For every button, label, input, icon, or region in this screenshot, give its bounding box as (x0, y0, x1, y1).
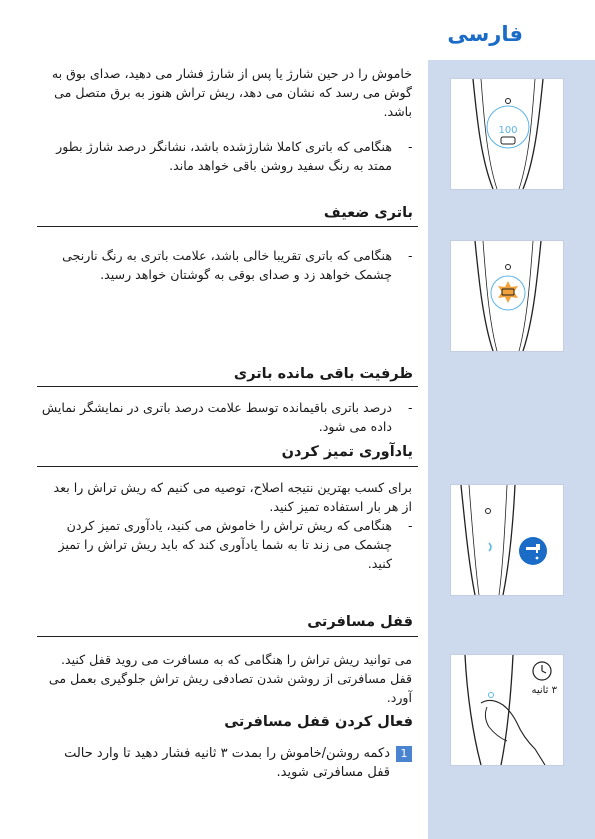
bullet-dash: - (408, 400, 413, 415)
illustration-low-battery (450, 240, 564, 352)
intro-paragraph: خاموش را در حین شارژ یا پس از شارژ فشار می دهید، صدای بوق به گوش می رسد که نشان می دهد، ریش تراش هنوز به برق متصل می باشد. (51, 66, 412, 119)
illustration-full-charge (450, 78, 564, 190)
bullet-dash: - (408, 248, 413, 263)
illustration-travel-lock (450, 654, 564, 766)
section-divider (37, 636, 418, 637)
low-battery-icon (451, 241, 563, 351)
shaver-display-icon (451, 79, 563, 189)
cleaning-reminder-bullet: هنگامی که ریش تراش را خاموش می کنید، یادآوری تمیز کردن چشمک می زند تا به شما یادآوری کند که باید ریش تراش را تمیز کنید. (58, 518, 392, 571)
full-battery-bullet: هنگامی که باتری کاملا شارژشده باشد، نشانگر درصد شارژ بطور ممتد به رنگ سفید روشن باقی خواهد ماند. (56, 139, 392, 173)
bullet-dash: - (408, 139, 413, 154)
travel-lock-paragraph: می توانید ریش تراش را هنگامی که به مسافرت می روید قفل کنید. قفل مسافرتی از روشن شدن تصادفی ریش تراش جلوگیری بعمل می آورد. (48, 652, 412, 705)
cleaning-reminder-icon (451, 485, 563, 595)
section-divider (37, 466, 418, 467)
cleaning-reminder-heading: یادآوری تمیز کردن (281, 444, 413, 460)
hand-press-icon (451, 655, 563, 765)
section-divider (37, 386, 418, 387)
activate-travel-lock-heading: فعال کردن قفل مسافرتی (224, 714, 413, 730)
low-battery-bullet: هنگامی که باتری تقریبا خالی باشد، علامت باتری به رنگ نارنجی چشمک خواهد زد و صدای بوقی به گوشتان خواهد رسید. (62, 248, 392, 282)
remaining-capacity-bullet: درصد باتری باقیمانده توسط علامت درصد باتری در نمایشگر نمایش داده می شود. (41, 400, 392, 434)
remaining-capacity-heading: ظرفیت باقی مانده باتری (233, 366, 413, 382)
svg-text:100: 100 (498, 125, 518, 136)
bullet-dash: - (408, 518, 413, 533)
timer-label: ۳ ثانیه (531, 685, 557, 696)
illustration-cleaning-reminder (450, 484, 564, 596)
section-divider (37, 226, 418, 227)
cleaning-reminder-paragraph: برای کسب بهترین نتیجه اصلاح، توصیه می کنیم که ریش تراش را بعد از هر بار استفاده تمیز کنید. (53, 480, 412, 514)
travel-lock-heading: قفل مسافرتی (307, 614, 413, 630)
language-title: فارسی (447, 22, 523, 46)
step-number-badge: 1 (396, 746, 412, 762)
low-battery-heading: باتری ضعیف (323, 205, 413, 221)
activate-travel-lock-step: دکمه روشن/خاموش را بمدت ۳ ثانیه فشار دهید تا وارد حالت قفل مسافرتی شوید. (64, 746, 390, 780)
